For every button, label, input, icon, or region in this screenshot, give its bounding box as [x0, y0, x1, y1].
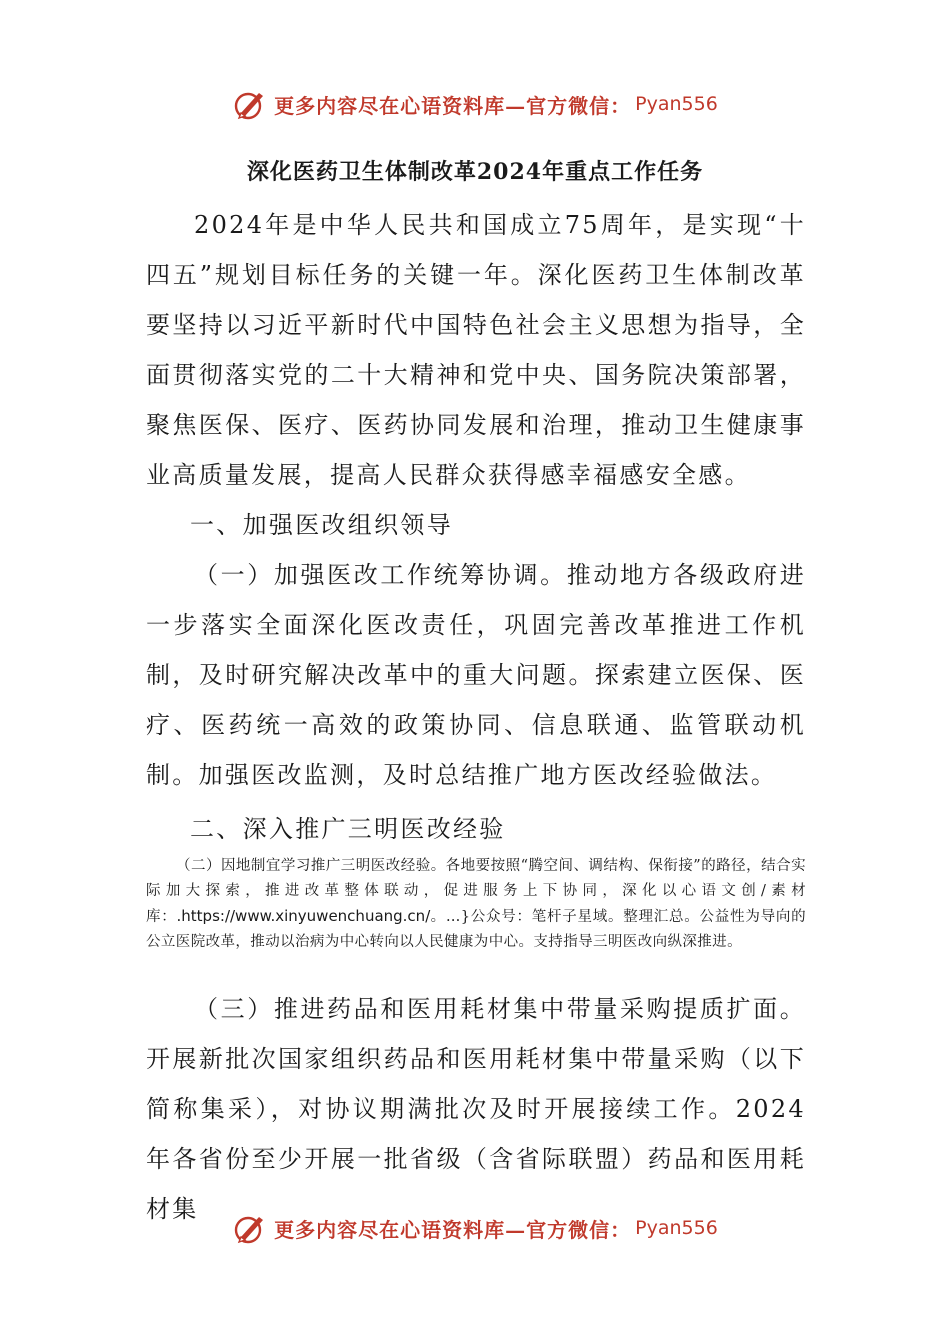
paragraph-item-1: （一）加强医改工作统筹协调。推动地方各级政府进一步落实全面深化医改责任，巩固完善改革推进工作机制，及时研究解决改革中的重大问题。探索建立医保、医疗、医药统一高效的政策协同、信息联通、监管联动机制。加强医改监测，及时总结推广地方医改经验做法。 [146, 561, 806, 789]
website-url: .https://www.xinyuwenchuang.cn/ [176, 907, 431, 925]
pen-logo-icon [232, 1210, 268, 1246]
item2-text-after: 。…}公众号：笔杆子星域。整理汇总。公益性为导向的公立医院改革，推动以治病为中心转向以人民健康为中心。支持指导三明医改向纵深推进。 [146, 909, 806, 950]
watermark-text: 更多内容尽在心语资料库—官方微信： [274, 1217, 632, 1242]
watermark-text: 更多内容尽在心语资料库—官方微信： [274, 93, 632, 118]
pen-logo-icon [232, 86, 268, 122]
item2-text-before: （二）因地制宜学习推广三明医改经验。各地要按照“腾空间、调结构、保衔接”的路径，结合实际加大探索，推进改革整体联动，促进服务上下协同，深化以心语文创/素材库： [146, 858, 806, 925]
watermark-banner-bottom [0, 1208, 950, 1248]
document-title: 深化医药卫生体制改革2024年重点工作任务 [246, 159, 704, 185]
watermark-wechat-id: Pyan556 [635, 1217, 718, 1239]
section-heading-1: 一、加强医改组织领导 [190, 511, 453, 539]
paragraph-item-2 [146, 854, 806, 955]
watermark-wechat-id: Pyan556 [635, 93, 718, 115]
intro-paragraph: 2024年是中华人民共和国成立75周年，是实现“十四五”规划目标任务的关键一年。深化医药卫生体制改革要坚持以习近平新时代中国特色社会主义思想为指导，全面贯彻落实党的二十大精神和党中央、国务院决策部署，聚焦医保、医疗、医药协同发展和治理，推动卫生健康事业高质量发展，提高人民群众获得感幸福感安全感。 [146, 211, 806, 489]
watermark-banner-top [0, 84, 950, 124]
paragraph-item-3: （三）推进药品和医用耗材集中带量采购提质扩面。开展新批次国家组织药品和医用耗材集中带量采购（以下简称集采），对协议期满批次及时开展接续工作。2024年各省份至少开展一批省级（含省际联盟）药品和医用耗材集 [146, 995, 806, 1223]
section-heading-2: 二、深入推广三明医改经验 [190, 815, 506, 843]
